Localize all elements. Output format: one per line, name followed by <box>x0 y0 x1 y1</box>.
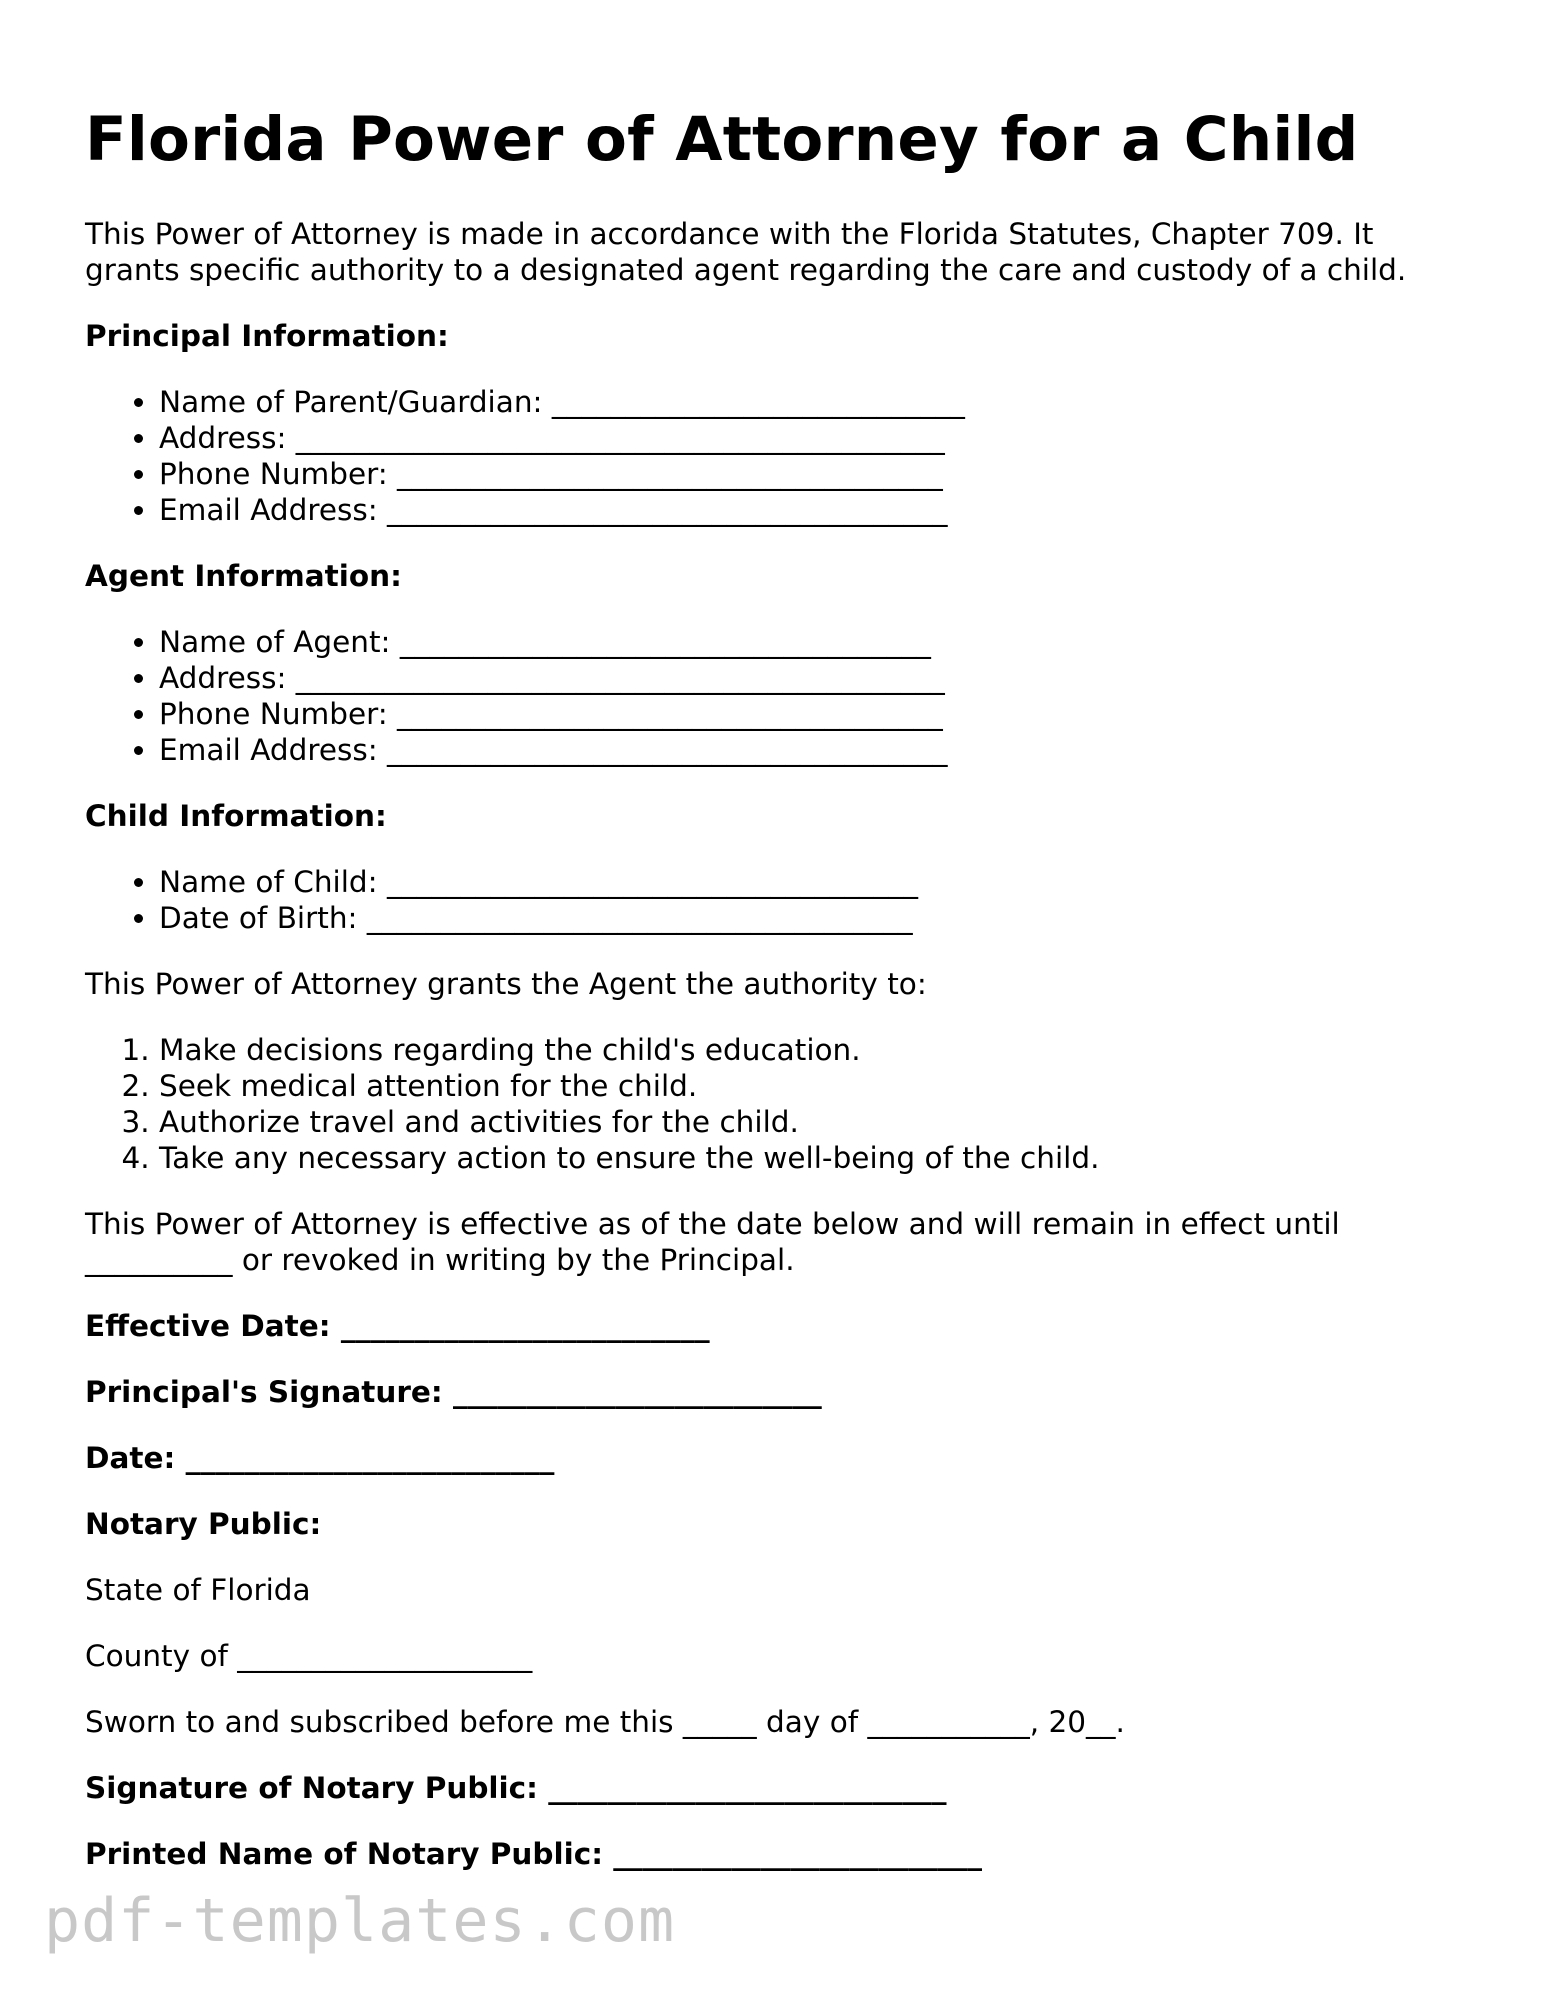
principal-fields <box>85 384 1465 528</box>
authority-item: 2. Seek medical attention for the child. <box>159 1068 1465 1104</box>
principal-signature-field: Principal's Signature: _________________________ <box>85 1375 822 1409</box>
authority-list <box>85 1032 1465 1176</box>
authority-item: 1. Make decisions regarding the child's education. <box>159 1032 1465 1068</box>
sworn-statement: Sworn to and subscribed before me this _____ day of ___________, 20__. <box>85 1705 1125 1739</box>
notary-printed-name-field: Printed Name of Notary Public: _________________________ <box>85 1837 983 1871</box>
watermark: pdf-templates.com <box>44 1886 676 1956</box>
page-title: Florida Power of Attorney for a Child <box>85 104 1359 175</box>
principal-email-field: • Email Address: ______________________________________ <box>159 492 1465 528</box>
state-line: State of Florida <box>85 1573 311 1607</box>
agent-phone-field: • Phone Number: _____________________________________ <box>159 696 1465 732</box>
principal-address-field: • Address: ____________________________________________ <box>159 420 1465 456</box>
date-field: Date: _________________________ <box>85 1441 555 1475</box>
county-field: County of ____________________ <box>85 1639 533 1673</box>
child-dob-field: • Date of Birth: _____________________________________ <box>159 900 1465 936</box>
principal-phone-field: • Phone Number: _____________________________________ <box>159 456 1465 492</box>
authority-intro: This Power of Attorney grants the Agent the authority to: <box>85 967 927 1001</box>
child-heading: Child Information: <box>85 799 387 833</box>
child-name-field: • Name of Child: ____________________________________ <box>159 864 1465 900</box>
effective-date-field: Effective Date: _________________________ <box>85 1309 710 1343</box>
notary-signature-field: Signature of Notary Public: ___________________________ <box>85 1771 947 1805</box>
document-page <box>85 100 1465 1902</box>
effective-paragraph: This Power of Attorney is effective as of the date below and will remain in effect until __________ or revoked in writing by the Principal. <box>85 1207 1340 1277</box>
authority-item: 3. Authorize travel and activities for the child. <box>159 1104 1465 1140</box>
principal-name-field: • Name of Parent/Guardian: ____________________________ <box>159 384 1465 420</box>
agent-fields <box>85 624 1465 768</box>
notary-heading: Notary Public: <box>85 1507 322 1541</box>
principal-heading: Principal Information: <box>85 319 449 353</box>
agent-heading: Agent Information: <box>85 559 402 593</box>
intro-paragraph: This Power of Attorney is made in accordance with the Florida Statutes, Chapter 709. It grants specific authority to a designated agent regarding the care and custody of a child. <box>85 217 1407 287</box>
agent-email-field: • Email Address: ______________________________________ <box>159 732 1465 768</box>
agent-address-field: • Address: ____________________________________________ <box>159 660 1465 696</box>
agent-name-field: • Name of Agent: ____________________________________ <box>159 624 1465 660</box>
authority-item: 4. Take any necessary action to ensure the well-being of the child. <box>159 1140 1465 1176</box>
child-fields <box>85 864 1465 936</box>
